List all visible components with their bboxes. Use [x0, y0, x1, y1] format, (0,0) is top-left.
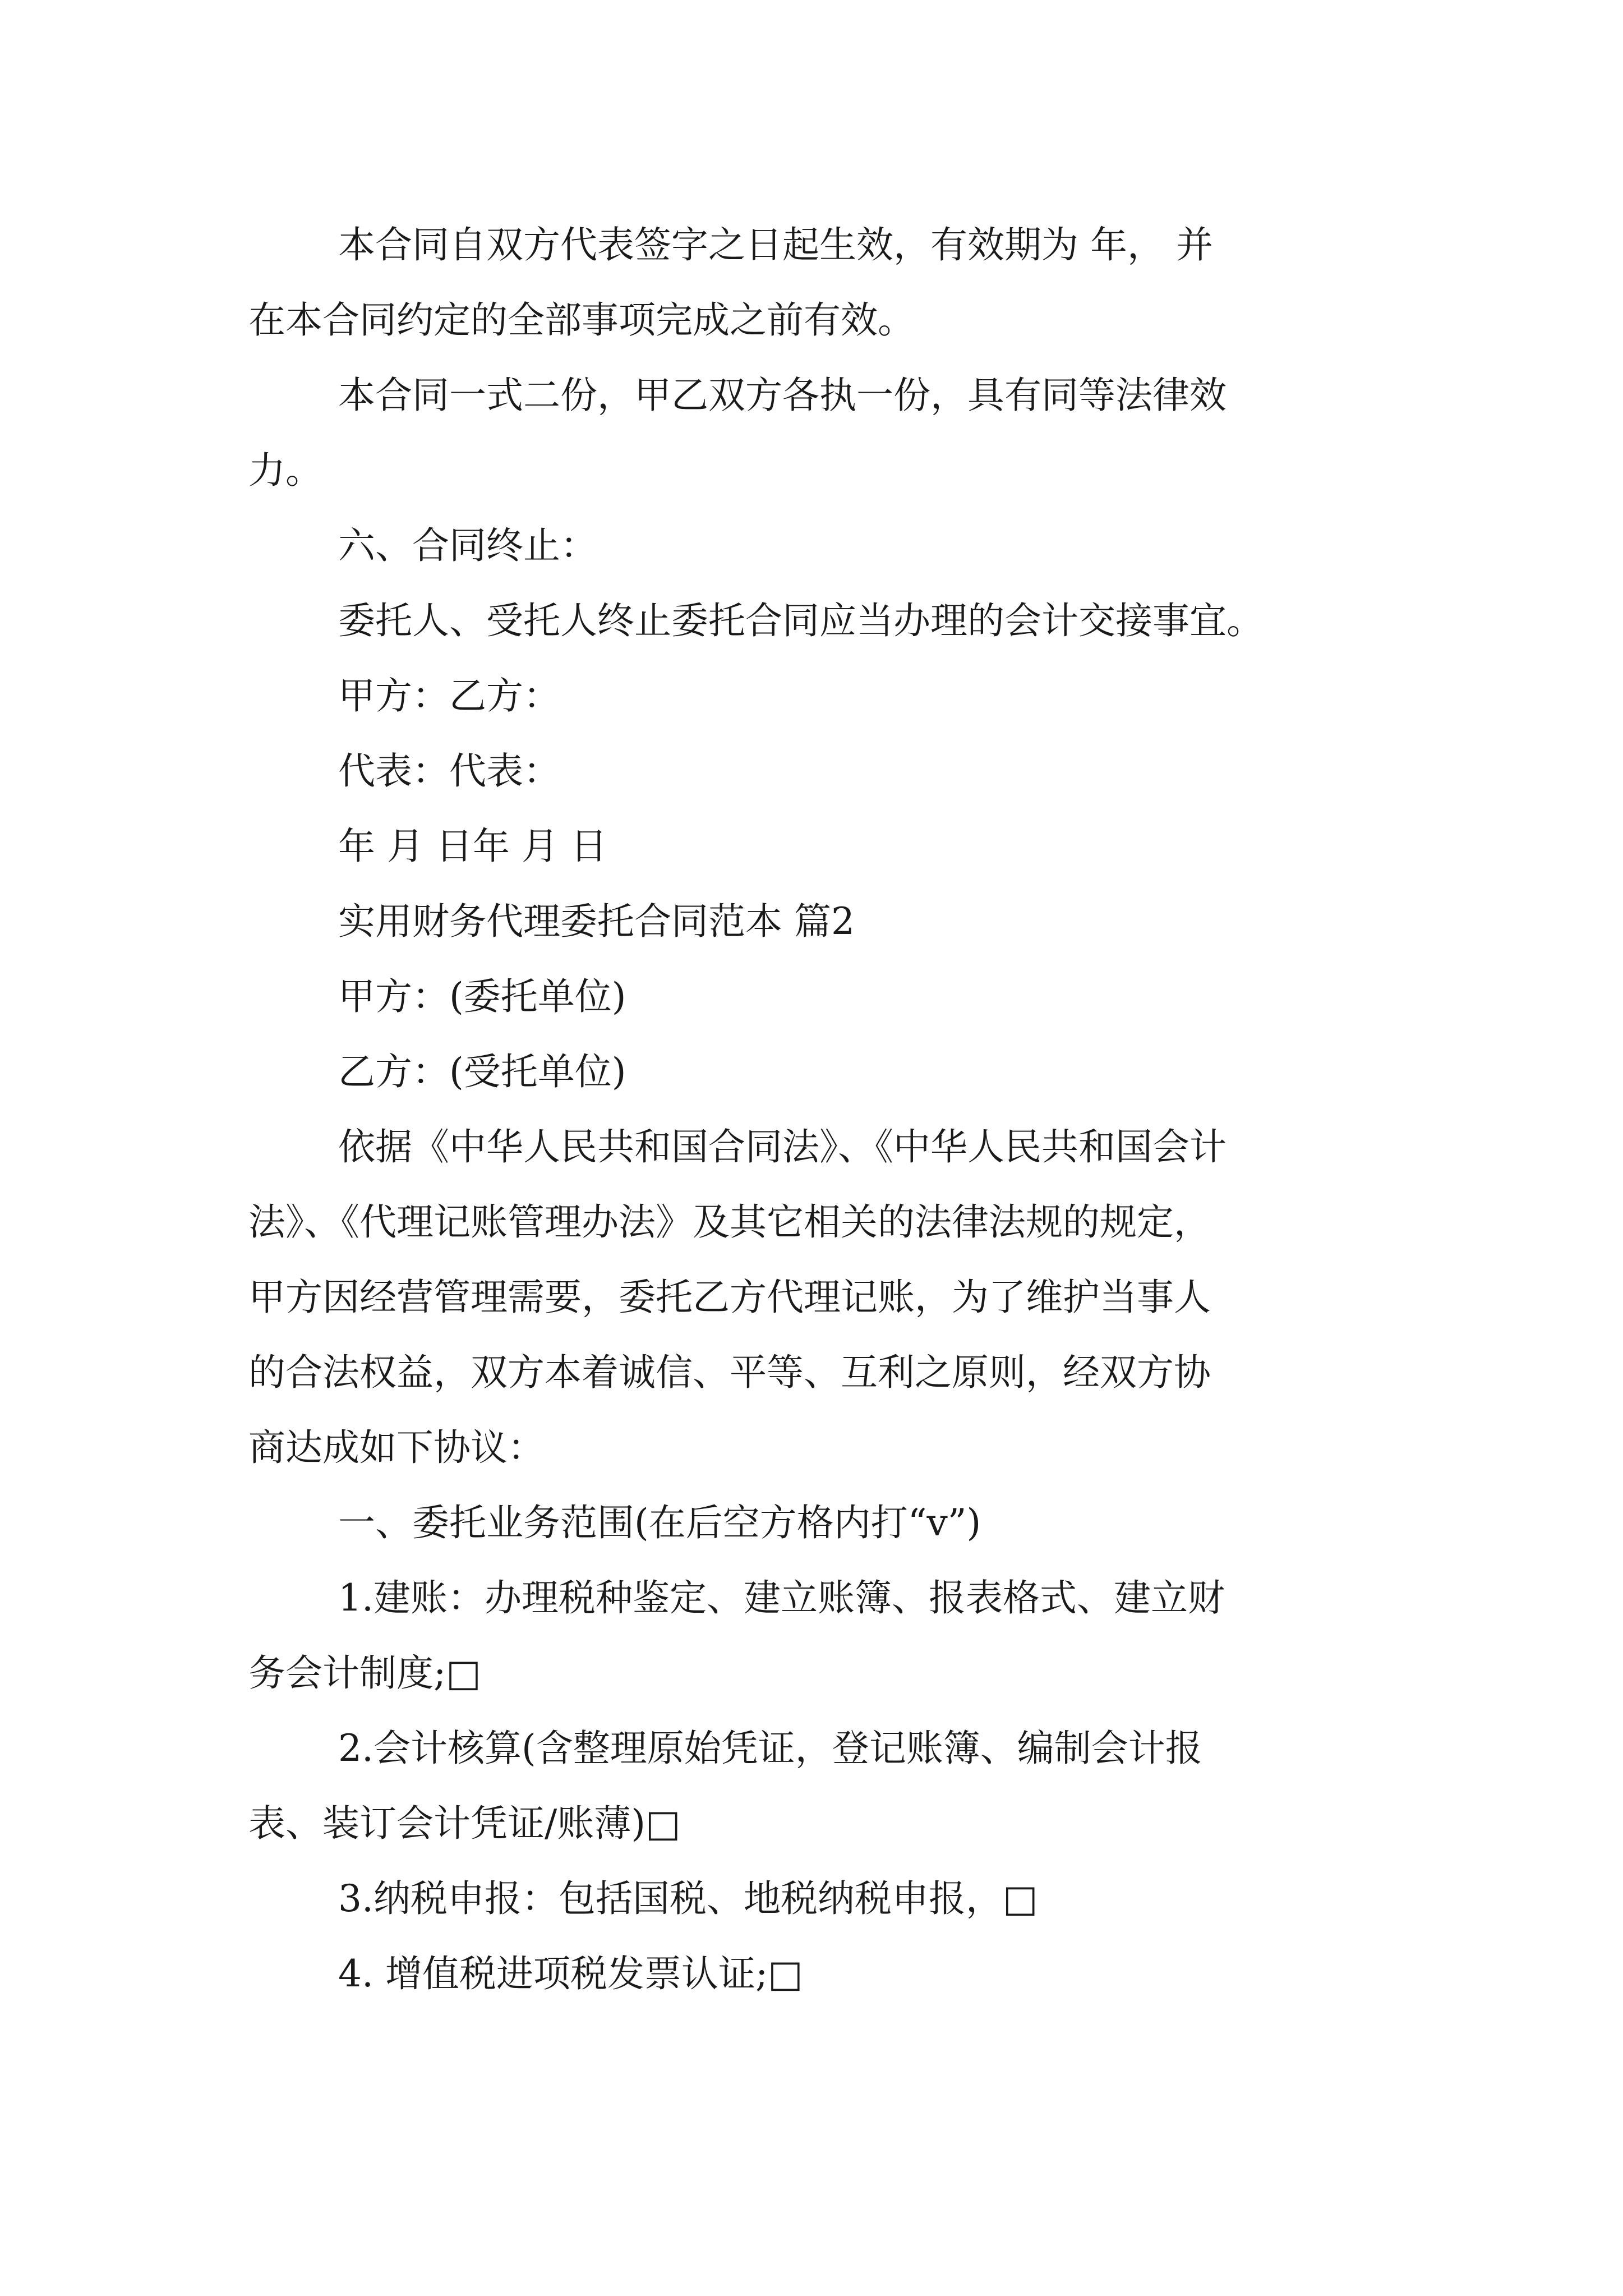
- document-title: 实用财务代理委托合同范本 篇2: [338, 900, 855, 943]
- text-line: 力。: [248, 449, 322, 492]
- text-line: 本合同一式二份，甲乙双方各执一份，具有同等法律效: [338, 374, 1227, 417]
- document-body: [248, 208, 1387, 2012]
- text-line: 商达成如下协议：: [248, 1426, 545, 1469]
- text-line: 法》、《代理记账管理办法》及其它相关的法律法规的规定，: [248, 1200, 1211, 1244]
- list-item: 2.会计核算(含整理原始凭证，登记账簿、编制会计报: [338, 1727, 1202, 1770]
- list-item-continuation: 表、装订会计凭证/账薄)□: [248, 1802, 681, 1845]
- text-line: 在本合同约定的全部事项完成之前有效。: [248, 298, 915, 342]
- signature-date-line: 年 月 日年 月 日: [338, 825, 607, 868]
- section-heading: 一、委托业务范围(在后空方格内打“v”): [338, 1501, 981, 1544]
- text-line: 本合同自双方代表签字之日起生效，有效期为 年， 并: [338, 223, 1213, 266]
- section-heading: 六、合同终止：: [338, 524, 597, 567]
- text-line: 依据《中华人民共和国合同法》、《中华人民共和国会计: [338, 1125, 1227, 1168]
- signature-representative-line: 代表：代表：: [338, 749, 560, 793]
- party-b-line: 乙方：(受托单位): [338, 1050, 626, 1093]
- text-line: 的合法权益，双方本着诚信、平等、互利之原则，经双方协: [248, 1351, 1211, 1394]
- text-line: 甲方因经营管理需要，委托乙方代理记账，为了维护当事人: [248, 1276, 1211, 1319]
- text-line: 委托人、受托人终止委托合同应当办理的会计交接事宜。: [338, 599, 1264, 642]
- party-a-line: 甲方：(委托单位): [338, 975, 626, 1018]
- list-item: 1.建账：办理税种鉴定、建立账簿、报表格式、建立财: [338, 1576, 1225, 1619]
- list-item: 3.纳税申报：包括国税、地税纳税申报，□: [338, 1877, 1038, 1920]
- list-item: 4. 增值税进项税发票认证;□: [338, 1952, 803, 1995]
- list-item-continuation: 务会计制度;□: [248, 1651, 481, 1695]
- signature-party-line: 甲方：乙方：: [338, 674, 560, 717]
